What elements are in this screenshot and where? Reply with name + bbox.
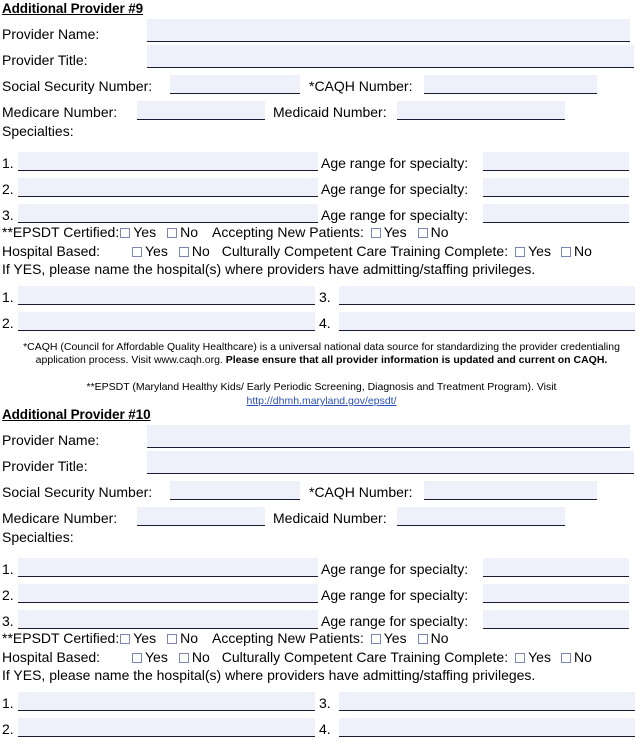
- caqh-footnote-bold: Please ensure that all provider information is updated and current on CAQH.: [225, 354, 608, 366]
- provider-name-input-10[interactable]: [147, 425, 630, 448]
- specialty-number-1-10: 1.: [2, 561, 14, 577]
- specialty-number-1: 1.: [2, 155, 14, 171]
- medicare-medicaid-row-10: [0, 500, 643, 526]
- epsdt-no-checkbox[interactable]: [167, 228, 177, 238]
- hospital-number-4-10: 4.: [319, 721, 331, 737]
- specialty-number-2: 2.: [2, 181, 14, 197]
- age-range-input-3-10[interactable]: [483, 610, 629, 629]
- provider-name-row-10: [0, 424, 643, 448]
- specialty-row-2-10: [0, 577, 643, 603]
- medicare-input[interactable]: [137, 101, 265, 120]
- caqh-footnote-line2: [0, 354, 643, 367]
- hospital-based-label-10: Hospital Based:: [2, 649, 101, 665]
- age-range-label-2: Age range for specialty:: [321, 181, 469, 197]
- provider-title-label-10: Provider Title:: [2, 458, 88, 474]
- cultural-training-label-10: Culturally Competent Care Training Complete:: [221, 649, 509, 665]
- ssn-label: Social Security Number:: [2, 78, 153, 94]
- if-yes-hospitals-note: If YES, please name the hospital(s) where providers have admitting/staffing privileges.: [2, 261, 536, 277]
- accepting-no-label-10: No: [430, 630, 449, 646]
- specialty-number-3-10: 3.: [2, 613, 14, 629]
- cultural-training-label: Culturally Competent Care Training Complete:: [221, 243, 509, 259]
- accepting-no-label: No: [430, 224, 449, 240]
- hospital-row-a-10: [0, 685, 643, 711]
- if-yes-hospitals-note-10: If YES, please name the hospital(s) where providers have admitting/staffing privileges.: [2, 667, 536, 683]
- epsdt-footnote-line1: **EPSDT (Maryland Healthy Kids/ Early Periodic Screening, Diagnosis and Treatment Program). Visit: [86, 381, 557, 393]
- hospital-number-4: 4.: [319, 315, 331, 331]
- epsdt-link[interactable]: http://dhmh.maryland.gov/epsdt/: [246, 395, 397, 407]
- hospital-number-2: 2.: [2, 315, 14, 331]
- hospital-input-2-10[interactable]: [18, 718, 315, 737]
- hospital-based-row: [0, 242, 643, 261]
- medicaid-label: Medicaid Number:: [273, 104, 387, 120]
- caqh-input-10[interactable]: [424, 481, 597, 500]
- hospital-input-2[interactable]: [18, 312, 315, 331]
- epsdt-certified-label-10: **EPSDT Certified:: [2, 630, 120, 646]
- hospital-based-yes-checkbox[interactable]: [132, 247, 142, 257]
- cultural-training-yes-checkbox-10[interactable]: [515, 653, 525, 663]
- medicaid-input-10[interactable]: [397, 507, 565, 526]
- cultural-training-no-checkbox-10[interactable]: [561, 653, 571, 663]
- hospital-input-3[interactable]: [339, 286, 635, 305]
- medicaid-label-10: Medicaid Number:: [273, 510, 387, 526]
- specialties-label-10: Specialties:: [2, 529, 74, 545]
- age-range-input-2-10[interactable]: [483, 584, 629, 603]
- provider-title-input-10[interactable]: [147, 451, 634, 474]
- provider-name-label: Provider Name:: [2, 26, 100, 42]
- specialty-number-3: 3.: [2, 207, 14, 223]
- specialty-input-1-10[interactable]: [18, 558, 318, 577]
- cultural-training-yes-checkbox[interactable]: [515, 247, 525, 257]
- ssn-caqh-row: [0, 68, 643, 94]
- medicaid-input[interactable]: [397, 101, 565, 120]
- hospital-input-1-10[interactable]: [18, 692, 315, 711]
- ssn-input-10[interactable]: [170, 481, 300, 500]
- hospital-based-yes-label-10: Yes: [145, 649, 168, 665]
- hospital-row-a: [0, 279, 643, 305]
- accepting-yes-checkbox-10[interactable]: [371, 634, 381, 644]
- provider-title-row-10: [0, 448, 643, 474]
- accepting-yes-label-10: Yes: [383, 630, 407, 646]
- medicare-input-10[interactable]: [137, 507, 265, 526]
- hospital-number-1-10: 1.: [2, 695, 14, 711]
- hospital-based-row-10: [0, 648, 643, 667]
- hospital-based-no-label-10: No: [191, 649, 210, 665]
- hospital-input-4-10[interactable]: [339, 718, 635, 737]
- hospital-number-1: 1.: [2, 289, 14, 305]
- section-heading-10: Additional Provider #10: [2, 407, 151, 422]
- hospital-input-3-10[interactable]: [339, 692, 635, 711]
- hospital-number-2-10: 2.: [2, 721, 14, 737]
- hospital-row-b-10: [0, 711, 643, 737]
- specialties-label: Specialties:: [2, 123, 74, 139]
- epsdt-accepting-row-10: [0, 629, 643, 648]
- provider-title-label: Provider Title:: [2, 52, 88, 68]
- provider-name-input[interactable]: [147, 19, 630, 42]
- epsdt-yes-label: Yes: [133, 224, 157, 240]
- age-range-input-1-10[interactable]: [483, 558, 629, 577]
- footnotes-block: [0, 341, 643, 408]
- ssn-caqh-row-10: [0, 474, 643, 500]
- hospital-based-label: Hospital Based:: [2, 243, 101, 259]
- epsdt-no-checkbox-10[interactable]: [167, 634, 177, 644]
- specialty-row-1-10: [0, 551, 643, 577]
- specialty-number-2-10: 2.: [2, 587, 14, 603]
- epsdt-no-label-10: No: [180, 630, 198, 646]
- hospital-based-no-checkbox-10[interactable]: [179, 653, 189, 663]
- specialty-input-3-10[interactable]: [18, 610, 318, 629]
- section-heading-9: Additional Provider #9: [2, 1, 144, 16]
- age-range-input-3[interactable]: [483, 204, 629, 223]
- age-range-label-3-10: Age range for specialty:: [321, 613, 469, 629]
- provider-title-row: [0, 42, 643, 68]
- ssn-input[interactable]: [170, 75, 300, 94]
- hospital-number-3: 3.: [319, 289, 331, 305]
- age-range-label-3: Age range for specialty:: [321, 207, 469, 223]
- epsdt-certified-label: **EPSDT Certified:: [2, 224, 120, 240]
- specialty-row-1: [0, 145, 643, 171]
- caqh-label-10: *CAQH Number:: [309, 484, 413, 500]
- specialty-row-3: [0, 197, 643, 223]
- epsdt-no-label: No: [180, 224, 198, 240]
- medicare-medicaid-row: [0, 94, 643, 120]
- medicare-label-10: Medicare Number:: [2, 510, 118, 526]
- cultural-training-no-checkbox[interactable]: [561, 247, 571, 257]
- accepting-yes-checkbox[interactable]: [371, 228, 381, 238]
- accepting-new-patients-label: Accepting New Patients:: [211, 224, 364, 240]
- hospital-input-4[interactable]: [339, 312, 635, 331]
- caqh-input[interactable]: [424, 75, 597, 94]
- epsdt-yes-checkbox-10[interactable]: [120, 634, 130, 644]
- epsdt-yes-checkbox[interactable]: [120, 228, 130, 238]
- age-range-label-1: Age range for specialty:: [321, 155, 469, 171]
- accepting-yes-label: Yes: [383, 224, 407, 240]
- age-range-input-1[interactable]: [483, 152, 629, 171]
- ssn-label-10: Social Security Number:: [2, 484, 153, 500]
- cultural-training-yes-label-10: Yes: [528, 649, 551, 665]
- caqh-label: *CAQH Number:: [309, 78, 413, 94]
- provider-name-row: [0, 18, 643, 42]
- medicare-label: Medicare Number:: [2, 104, 118, 120]
- hospital-row-b: [0, 305, 643, 331]
- provider-title-input[interactable]: [147, 45, 634, 68]
- specialty-input-3[interactable]: [18, 204, 318, 223]
- hospital-number-3-10: 3.: [319, 695, 331, 711]
- provider-section-10: [0, 406, 643, 737]
- cultural-training-yes-label: Yes: [528, 243, 551, 259]
- cultural-training-no-label-10: No: [573, 649, 592, 665]
- hospital-based-no-checkbox[interactable]: [179, 247, 189, 257]
- cultural-training-no-label: No: [573, 243, 592, 259]
- epsdt-accepting-row: [0, 223, 643, 242]
- hospital-input-1[interactable]: [18, 286, 315, 305]
- age-range-label-2-10: Age range for specialty:: [321, 587, 469, 603]
- caqh-footnote-plain: application process. Visit www.caqh.org.: [35, 354, 223, 366]
- specialty-input-2[interactable]: [18, 178, 318, 197]
- specialty-input-1[interactable]: [18, 152, 318, 171]
- specialty-input-2-10[interactable]: [18, 584, 318, 603]
- specialty-row-3-10: [0, 603, 643, 629]
- specialty-row-2: [0, 171, 643, 197]
- accepting-no-checkbox-10[interactable]: [418, 634, 428, 644]
- hospital-based-no-label: No: [191, 243, 210, 259]
- accepting-no-checkbox[interactable]: [418, 228, 428, 238]
- provider-section-9: [0, 0, 643, 331]
- hospital-based-yes-checkbox-10[interactable]: [132, 653, 142, 663]
- accepting-new-patients-label-10: Accepting New Patients:: [211, 630, 364, 646]
- caqh-footnote-line1: *CAQH (Council for Affordable Quality Healthcare) is a universal national data source for standardizing the provider credentialing: [23, 341, 620, 353]
- provider-name-label-10: Provider Name:: [2, 432, 100, 448]
- age-range-input-2[interactable]: [483, 178, 629, 197]
- age-range-label-1-10: Age range for specialty:: [321, 561, 469, 577]
- hospital-based-yes-label: Yes: [145, 243, 168, 259]
- epsdt-yes-label-10: Yes: [133, 630, 157, 646]
